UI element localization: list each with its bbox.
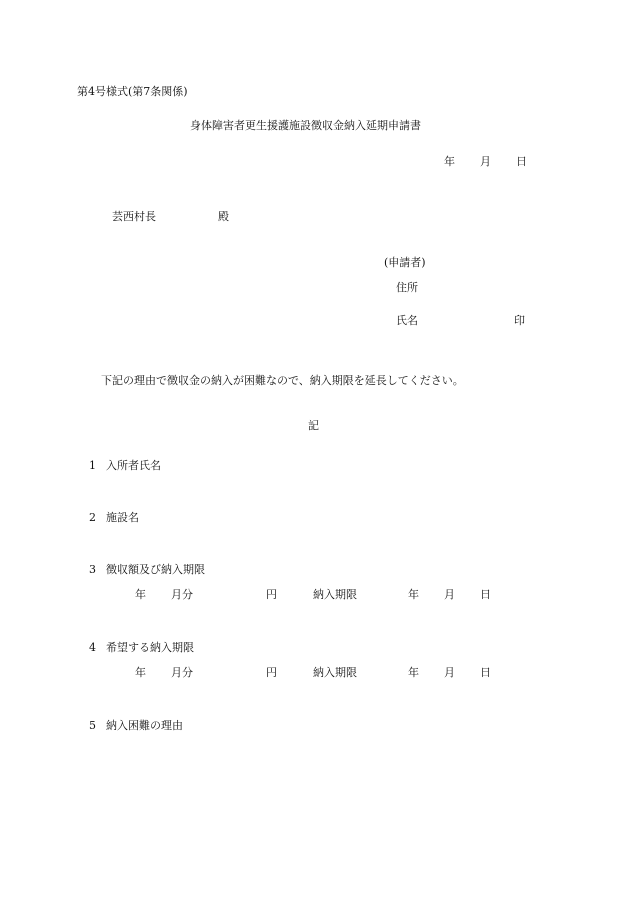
ki-heading: 記 [308, 419, 319, 432]
date-day: 日 [516, 155, 527, 168]
item-label: 納入困難の理由 [106, 719, 183, 732]
deadline-label: 納入期限 [313, 666, 357, 679]
item-number: 1 [89, 459, 96, 472]
item-number: 3 [89, 563, 96, 576]
item-number: 4 [89, 641, 96, 654]
addressee-name: 芸西村長 [112, 210, 156, 223]
deadline-year: 年 [408, 588, 419, 601]
deadline-day: 日 [480, 588, 491, 601]
year-field: 年 [135, 588, 146, 601]
month-portion-field: 月分 [171, 588, 193, 601]
deadline-month: 月 [444, 588, 455, 601]
item-label: 徴収額及び納入期限 [106, 563, 205, 576]
seal-mark: 印 [514, 314, 525, 327]
deadline-month: 月 [444, 666, 455, 679]
deadline-year: 年 [408, 666, 419, 679]
item-label: 希望する納入期限 [106, 641, 194, 654]
document-title: 身体障害者更生援護施設徴収金納入延期申請書 [190, 119, 421, 132]
deadline-label: 納入期限 [313, 588, 357, 601]
year-field: 年 [135, 666, 146, 679]
applicant-name-label: 氏名 [396, 314, 418, 327]
item-number: 2 [89, 511, 96, 524]
yen-field: 円 [266, 588, 277, 601]
item-label: 入所者氏名 [106, 459, 161, 472]
request-text: 下記の理由で徴収金の納入が困難なので、納入期限を延長してください。 [101, 374, 464, 387]
addressee-honorific: 殿 [218, 210, 229, 223]
date-year: 年 [444, 155, 455, 168]
date-month: 月 [480, 155, 491, 168]
form-number: 第4号様式(第7条関係) [77, 85, 188, 98]
applicant-header: (申請者) [384, 256, 426, 269]
deadline-day: 日 [480, 666, 491, 679]
item-number: 5 [89, 719, 96, 732]
yen-field: 円 [266, 666, 277, 679]
item-label: 施設名 [106, 511, 139, 524]
month-portion-field: 月分 [171, 666, 193, 679]
applicant-address-label: 住所 [396, 281, 418, 294]
